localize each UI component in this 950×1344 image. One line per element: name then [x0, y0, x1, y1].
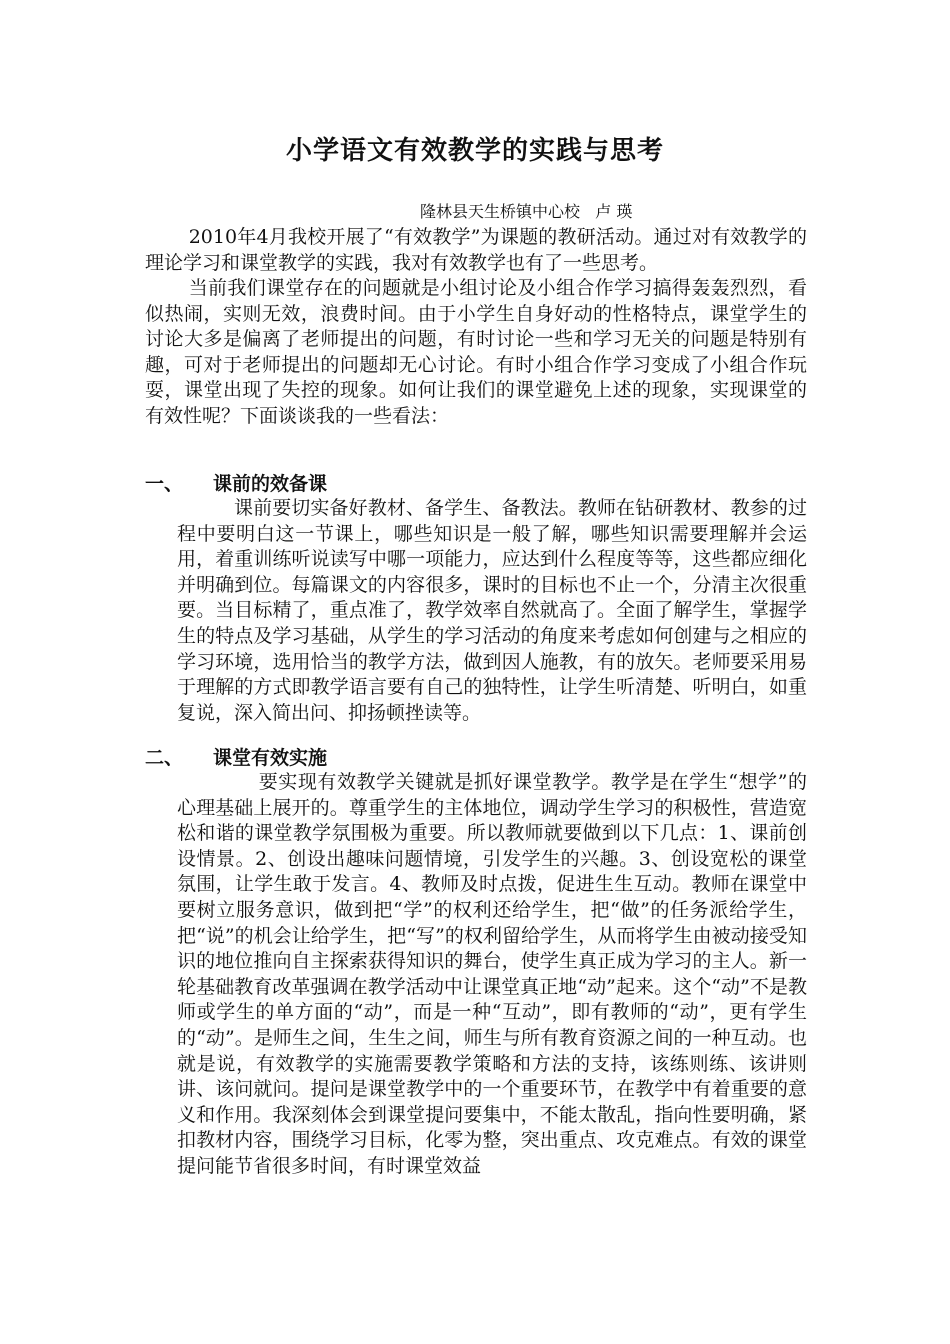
document-title: 小学语文有效教学的实践与思考 [285, 136, 664, 166]
intro-block [145, 225, 807, 429]
section-body-2 [177, 770, 807, 1180]
section-title-2: 课堂有效实施 [213, 747, 328, 769]
section-body-1 [177, 496, 807, 726]
section-number-2: 二、 [145, 747, 184, 769]
section-heading-1 [145, 472, 327, 497]
section-number-1: 一、 [145, 473, 184, 495]
intro-paragraph-2: 当前我们课堂存在的问题就是小组讨论及小组合作学习搞得轰轰烈烈，看似热闹，实则无效，浪费时间。由于小学生自身好动的性格特点，课堂学生的讨论大多是偏离了老师提出的问题，有时讨论一些和学习无关的问题是特别有趣，可对于老师提出的问题却无心讨论。有时小组合作学习变成了小组合作玩耍，课堂出现了失控的现象。如何让我们的课堂避免上述的现象，实现课堂的有效性呢？下面谈谈我的一些看法： [145, 277, 807, 427]
section-paragraph-2: 要实现有效教学关键就是抓好课堂教学。教学是在学生“想学”的心理基础上展开的。尊重学生的主体地位，调动学生学习的积极性，营造宽松和谐的课堂教学氛围极为重要。所以教师就要做到以下几点：1、课前创设情景。2、创设出趣味问题情境，引发学生的兴趣。3、创设宽松的课堂氛围，让学生敢于发言。4、教师及时点拨，促进生生互动。教师在课堂中要树立服务意识，做到把“学”的权利还给学生，把“做”的任务派给学生，把“说”的机会让给学生，把“写”的权利留给学生，从而将学生由被动接受知识的地位推向自主探索获得知识的舞台，使学生真正成为学习的主人。新一轮基础教育改革强调在教学活动中让课堂真正地“动”起来。这个“动”不是教师或学生的单方面的“动”，而是一种“互动”，即有教师的“动”，更有学生的“动”。是师生之间，生生之间，师生与所有教育资源之间的一种互动。也就是说，有效教学的实施需要教学策略和方法的支持，该练则练、该讲则讲、该问就问。提问是课堂教学中的一个重要环节，在教学中有着重要的意义和作用。我深刻体会到课堂提问要集中，不能太散乱，指向性要明确，紧扣教材内容，围绕学习目标，化零为整，突出重点、攻克难点。有效的课堂提问能节省很多时间，有时课堂效益 [177, 771, 807, 1177]
section-paragraph-1: 课前要切实备好教材、备学生、备教法。教师在钻研教材、教参的过程中要明白这一节课上，哪些知识是一般了解，哪些知识需要理解并会运用，着重训练听说读写中哪一项能力，应达到什么程度等等，这些都应细化并明确到位。每篇课文的内容很多，课时的目标也不止一个，分清主次很重要。当目标精了，重点准了，教学效率自然就高了。全面了解学生，掌握学生的特点及学习基础，从学生的学习活动的角度来考虑如何创建与之相应的学习环境，选用恰当的教学方法，做到因人施教，有的放矢。老师要采用易于理解的方式即教学语言要有自己的独特性，让学生听清楚、听明白，如重复说，深入简出问、抑扬顿挫读等。 [177, 497, 807, 724]
intro-paragraph-1: 2010年4月我校开展了“有效教学”为课题的教研活动。通过对有效教学的理论学习和课堂教学的实践，我对有效教学也有了一些思考。 [145, 226, 807, 274]
author-line: 隆林县天生桥镇中心校 卢 瑛 [420, 202, 633, 221]
section-title-1: 课前的效备课 [213, 473, 328, 495]
section-heading-2 [145, 746, 327, 771]
